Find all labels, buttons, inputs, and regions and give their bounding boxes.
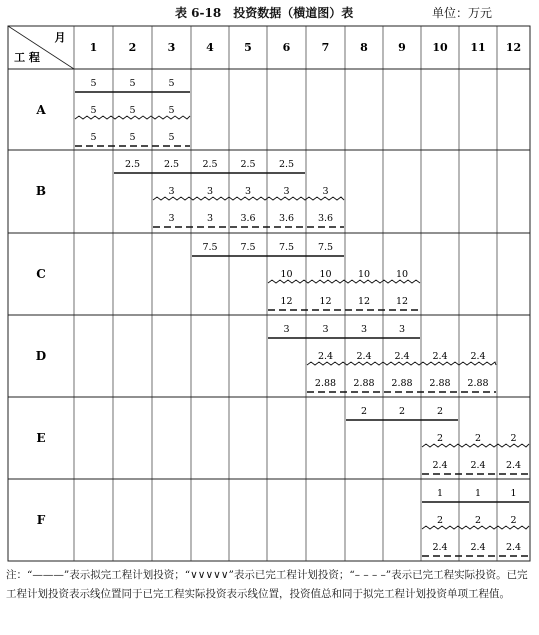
month-header-11: 11 bbox=[470, 41, 486, 54]
month-header-5: 5 bbox=[244, 41, 252, 54]
value-f-plan-proposed-m11: 1 bbox=[474, 488, 482, 499]
plan-completed-zigzag bbox=[307, 362, 496, 365]
value-a-plan-completed-m1: 5 bbox=[90, 105, 97, 116]
value-d-plan-completed-m7: 2.4 bbox=[317, 351, 334, 362]
value-a-plan-proposed-m3: 5 bbox=[168, 78, 175, 89]
value-f-actual-completed-m12: 2.4 bbox=[505, 542, 522, 553]
value-d-actual-completed-m10: 2.88 bbox=[429, 378, 451, 389]
month-header-3: 3 bbox=[167, 41, 176, 54]
value-e-plan-completed-m10: 2 bbox=[436, 433, 444, 444]
value-a-actual-completed-m3: 5 bbox=[168, 132, 175, 143]
value-e-actual-completed-m11: 2.4 bbox=[470, 460, 486, 471]
project-label-D: D bbox=[35, 349, 47, 363]
table-border bbox=[8, 26, 530, 561]
table-title: 表 6-18 投资数据（横道图）表 bbox=[175, 6, 354, 20]
value-c-plan-completed-m7: 10 bbox=[319, 269, 332, 280]
value-f-actual-completed-m11: 2.4 bbox=[470, 542, 486, 553]
value-d-actual-completed-m11: 2.88 bbox=[467, 378, 489, 389]
project-label-B: B bbox=[35, 184, 47, 198]
value-e-actual-completed-m12: 2.4 bbox=[505, 460, 522, 471]
value-d-plan-proposed-m7: 3 bbox=[322, 324, 329, 335]
month-header-2: 2 bbox=[128, 41, 137, 54]
value-f-plan-proposed-m12: 1 bbox=[510, 488, 517, 499]
project-label-A: A bbox=[36, 103, 46, 117]
corner-project-label: 工 程 bbox=[14, 51, 40, 64]
value-a-plan-completed-m3: 5 bbox=[168, 105, 175, 116]
month-header-12: 12 bbox=[505, 41, 522, 54]
value-c-actual-completed-m7: 12 bbox=[319, 296, 332, 307]
value-c-plan-proposed-m4: 7.5 bbox=[202, 242, 218, 253]
value-d-actual-completed-m7: 2.88 bbox=[314, 378, 337, 389]
value-b-actual-completed-m7: 3.6 bbox=[317, 213, 334, 224]
project-label-C: C bbox=[36, 267, 46, 281]
value-d-plan-proposed-m9: 3 bbox=[398, 324, 406, 335]
unit-label: 单位：万元 bbox=[432, 6, 493, 20]
month-header-4: 4 bbox=[206, 41, 214, 54]
value-d-plan-completed-m9: 2.4 bbox=[394, 351, 410, 362]
value-f-plan-completed-m11: 2 bbox=[474, 515, 482, 526]
value-e-actual-completed-m10: 2.4 bbox=[432, 460, 448, 471]
month-header-1: 1 bbox=[89, 41, 98, 54]
corner-month-label: 月 bbox=[54, 31, 66, 44]
value-c-actual-completed-m9: 12 bbox=[395, 296, 409, 307]
value-b-plan-completed-m7: 3 bbox=[322, 186, 329, 197]
value-c-actual-completed-m6: 12 bbox=[280, 296, 293, 307]
value-b-plan-proposed-m4: 2.5 bbox=[202, 159, 218, 170]
value-a-actual-completed-m2: 5 bbox=[129, 132, 136, 143]
value-f-plan-completed-m12: 2 bbox=[510, 515, 517, 526]
value-b-plan-proposed-m3: 2.5 bbox=[163, 159, 180, 170]
value-b-actual-completed-m5: 3.6 bbox=[240, 213, 256, 224]
value-b-plan-proposed-m6: 2.5 bbox=[278, 159, 295, 170]
project-label-E: E bbox=[36, 431, 46, 445]
month-header-7: 7 bbox=[321, 41, 330, 54]
value-e-plan-proposed-m8: 2 bbox=[360, 406, 368, 417]
value-d-plan-completed-m8: 2.4 bbox=[356, 351, 372, 362]
value-d-actual-completed-m8: 2.88 bbox=[353, 378, 375, 389]
value-f-plan-completed-m10: 2 bbox=[436, 515, 444, 526]
value-f-actual-completed-m10: 2.4 bbox=[432, 542, 448, 553]
value-c-plan-completed-m8: 10 bbox=[357, 269, 371, 280]
value-a-actual-completed-m1: 5 bbox=[90, 132, 97, 143]
value-e-plan-proposed-m10: 2 bbox=[436, 406, 444, 417]
plan-completed-zigzag bbox=[75, 116, 190, 119]
value-d-plan-completed-m10: 2.4 bbox=[432, 351, 448, 362]
value-b-actual-completed-m4: 3 bbox=[206, 213, 214, 224]
plan-completed-zigzag bbox=[153, 197, 344, 200]
value-b-plan-proposed-m2: 2.5 bbox=[124, 159, 141, 170]
value-e-plan-completed-m11: 2 bbox=[474, 433, 482, 444]
value-b-plan-completed-m5: 3 bbox=[244, 186, 252, 197]
value-a-plan-proposed-m2: 5 bbox=[129, 78, 136, 89]
value-c-plan-proposed-m5: 7.5 bbox=[240, 242, 256, 253]
value-b-actual-completed-m3: 3 bbox=[168, 213, 175, 224]
value-a-plan-proposed-m1: 5 bbox=[90, 78, 97, 89]
value-c-plan-proposed-m7: 7.5 bbox=[317, 242, 334, 253]
month-header-8: 8 bbox=[360, 41, 368, 54]
value-c-plan-completed-m9: 10 bbox=[395, 269, 409, 280]
legend-note: 注：“———”表示拟完工程计划投资；“∨∨∨∨∨”表示已完工程计划投资；“– – – –”表示已完工程实际投资。已完工程计划投资表示线位置同于已完工程实际投资表示线位置，投资值总和同于拟完工程计划投资单项工程值。 bbox=[6, 569, 528, 600]
month-header-6: 6 bbox=[282, 41, 291, 54]
value-b-plan-completed-m6: 3 bbox=[283, 186, 290, 197]
value-b-actual-completed-m6: 3.6 bbox=[278, 213, 295, 224]
value-b-plan-completed-m3: 3 bbox=[168, 186, 175, 197]
plan-completed-zigzag bbox=[422, 444, 529, 447]
month-header-10: 10 bbox=[432, 41, 448, 54]
value-c-plan-proposed-m6: 7.5 bbox=[278, 242, 295, 253]
plan-completed-zigzag bbox=[422, 526, 529, 529]
value-d-plan-completed-m11: 2.4 bbox=[470, 351, 486, 362]
value-c-plan-completed-m6: 10 bbox=[280, 269, 293, 280]
value-e-plan-proposed-m9: 2 bbox=[398, 406, 406, 417]
value-d-plan-proposed-m8: 3 bbox=[360, 324, 368, 335]
value-b-plan-proposed-m5: 2.5 bbox=[240, 159, 256, 170]
value-b-plan-completed-m4: 3 bbox=[206, 186, 214, 197]
value-f-plan-proposed-m10: 1 bbox=[436, 488, 444, 499]
month-header-9: 9 bbox=[398, 41, 406, 54]
plan-completed-zigzag bbox=[268, 280, 420, 283]
value-d-plan-proposed-m6: 3 bbox=[283, 324, 290, 335]
value-c-actual-completed-m8: 12 bbox=[357, 296, 371, 307]
value-e-plan-completed-m12: 2 bbox=[510, 433, 517, 444]
value-d-actual-completed-m9: 2.88 bbox=[391, 378, 413, 389]
value-a-plan-completed-m2: 5 bbox=[129, 105, 136, 116]
project-label-F: F bbox=[36, 513, 46, 527]
